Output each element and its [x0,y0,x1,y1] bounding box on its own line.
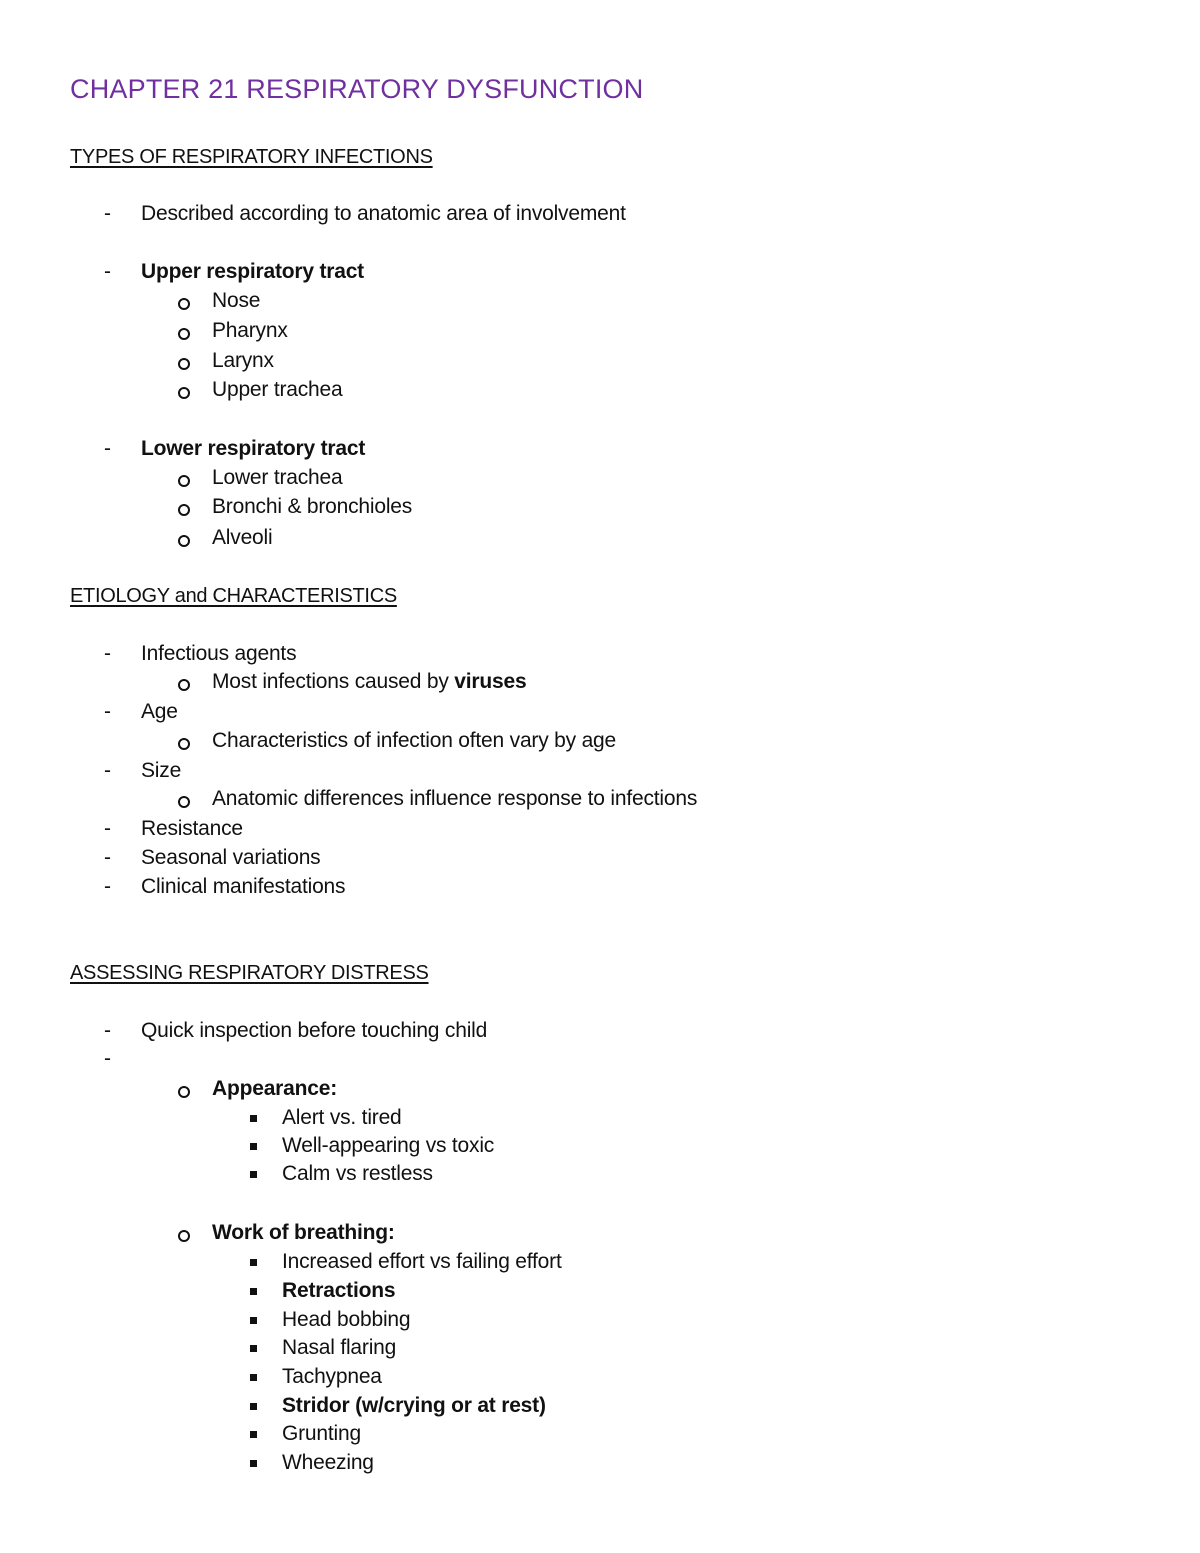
list-item: Grunting [282,1422,361,1445]
list-item: Pharynx [212,319,288,342]
list-item: Work of breathing: [212,1221,395,1244]
list-item: Resistance [141,817,243,840]
square-bullet [250,1431,257,1438]
dash-bullet: - [104,437,111,460]
list-item: Tachypnea [282,1365,382,1388]
list-item: Wheezing [282,1451,374,1474]
section-heading-etiology: ETIOLOGY and CHARACTERISTICS [70,585,397,607]
dash-bullet: - [104,875,111,898]
list-item: Seasonal variations [141,846,321,869]
list-item: Well-appearing vs toxic [282,1134,495,1157]
circle-bullet [178,1086,190,1098]
list-item: Characteristics of infection often vary by age [212,729,617,752]
circle-bullet [178,358,190,370]
square-bullet [250,1460,257,1467]
dash-bullet: - [104,260,111,283]
dash-bullet: - [104,700,111,723]
section-heading-types: TYPES OF RESPIRATORY INFECTIONS [70,146,433,168]
dash-bullet: - [104,1019,111,1042]
list-item: Upper trachea [212,378,343,401]
square-bullet [250,1374,257,1381]
square-bullet [250,1115,257,1122]
list-item: Larynx [212,349,274,372]
document-title: CHAPTER 21 RESPIRATORY DYSFUNCTION [70,74,644,104]
list-item: Upper respiratory tract [141,260,364,283]
square-bullet [250,1288,257,1295]
circle-bullet [178,475,190,487]
square-bullet [250,1403,257,1410]
circle-bullet [178,328,190,340]
list-item: Anatomic differences influence response to infections [212,787,698,810]
list-item: Calm vs restless [282,1162,433,1185]
list-item: Alveoli [212,526,273,549]
circle-bullet [178,298,190,310]
circle-bullet [178,535,190,547]
list-item: Head bobbing [282,1308,411,1331]
circle-bullet [178,504,190,516]
list-item: Quick inspection before touching child [141,1019,488,1042]
list-item [212,670,526,694]
list-item: Retractions [282,1279,396,1302]
dash-bullet: - [104,846,111,869]
dash-bullet: - [104,202,111,225]
dash-bullet: - [104,817,111,840]
list-item: Nose [212,289,261,312]
square-bullet [250,1317,257,1324]
circle-bullet [178,387,190,399]
list-item: Increased effort vs failing effort [282,1250,562,1273]
section-heading-assessing: ASSESSING RESPIRATORY DISTRESS [70,962,429,984]
list-item: Clinical manifestations [141,875,346,898]
list-item: Size [141,759,182,782]
square-bullet [250,1259,257,1266]
list-item-text: Most infections caused by [212,670,455,693]
dash-bullet: - [104,759,111,782]
emphasis-text: viruses [454,670,527,693]
list-item: Alert vs. tired [282,1106,402,1129]
list-item: Nasal flaring [282,1336,397,1359]
circle-bullet [178,738,190,750]
square-bullet [250,1345,257,1352]
square-bullet [250,1143,257,1150]
dash-bullet: - [104,642,111,665]
circle-bullet [178,1230,190,1242]
circle-bullet [178,796,190,808]
square-bullet [250,1171,257,1178]
list-item: Infectious agents [141,642,297,665]
list-item: Lower trachea [212,466,343,489]
dash-bullet: - [104,1047,111,1070]
list-item: Described according to anatomic area of involvement [141,202,626,225]
list-item: Stridor (w/crying or at rest) [282,1394,546,1417]
list-item: Bronchi & bronchioles [212,495,413,518]
list-item: Lower respiratory tract [141,437,366,460]
list-item: Age [141,700,178,723]
list-item: Appearance: [212,1077,338,1100]
circle-bullet [178,679,190,691]
